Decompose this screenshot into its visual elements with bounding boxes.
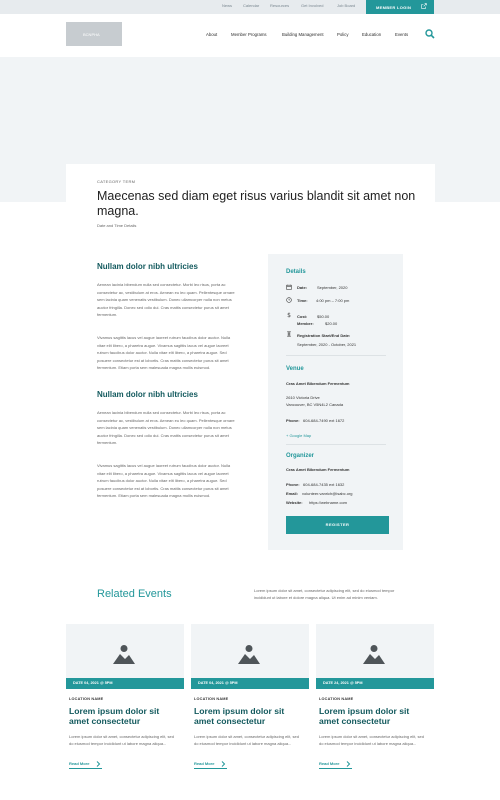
organizer-name: Cras Amet Bibendum Fermentum (286, 467, 350, 472)
image-placeholder-icon (113, 644, 135, 664)
hourglass-icon (286, 331, 292, 337)
organizer-phone: 604-684-7435 ext 1632 (303, 482, 345, 487)
time-label: Time: (297, 298, 308, 303)
organizer-website-label: Website: (286, 500, 303, 505)
event-description: Lorem ipsum dolor sit amet, consectetur adipiscing elit, sed do eiusmod tempor incididunt ut labore magna aliqua... (69, 734, 174, 746)
registration-label: Registration Start/End Date: (297, 333, 351, 338)
category-term[interactable]: CATEGORY TERM (97, 179, 136, 184)
logo-text: BCNPHA (83, 32, 100, 37)
nav-events[interactable]: Events (395, 32, 409, 37)
nav-education[interactable]: Education (362, 32, 382, 37)
calendar-icon (286, 284, 292, 290)
member-value: $20.00 (325, 321, 338, 326)
utility-link-news[interactable]: News (222, 3, 233, 8)
image-placeholder-icon (363, 644, 385, 664)
site-logo[interactable] (66, 22, 122, 46)
venue-address-line1: 2610 Victoria Drive (286, 395, 320, 400)
time-value: 4:00 pm – 7:00 pm (316, 298, 350, 303)
venue-address-line2: Vancouver, BC V5N4L2 Canada (286, 402, 344, 407)
chevron-right-icon (96, 761, 101, 767)
section-heading: Nullam dolor nibh ultricies (97, 390, 198, 399)
venue-heading: Venue (286, 366, 304, 372)
details-heading: Details (286, 269, 306, 275)
member-label: Member: (297, 321, 314, 326)
organizer-website[interactable]: https://webname.com (309, 500, 348, 505)
body-paragraph: Aenean lacinia bibendum nulla sed consectetur. Morbi leo risus, porta ac consectetur ac, vestibulum at eros. Aenean eu leo quam. Pellentesque ornare sem lacinia quam venenatis vestibulum. Donec ullamcorper nulla non metus auctor fringilla. Donec sed odio dui. Cras mattis consectetur purus sit amet fermentum. (97, 282, 235, 318)
utility-link-resources[interactable]: Resources (270, 3, 290, 8)
event-title: Maecenas sed diam eget risus varius blandit sit amet non magna. (97, 189, 416, 218)
chevron-right-icon (221, 761, 226, 767)
event-location: LOCATION NAME (319, 697, 354, 701)
venue-name: Cras Amet Bibendum Fermentum (286, 381, 350, 386)
organizer-email[interactable]: volunteer.vanrich@isabc.org (302, 491, 353, 496)
clock-icon (286, 297, 292, 303)
date-time-details: Date and Time Details (97, 223, 137, 228)
venue-phone: 604-684-7490 ext 1672 (303, 418, 345, 423)
dollar-icon (286, 312, 292, 318)
cost-value: $50.00 (317, 314, 330, 319)
event-description: Lorem ipsum dolor sit amet, consectetur adipiscing elit, sed do eiusmod tempor incididunt ut labore magna aliqua... (194, 734, 299, 746)
registration-value: September, 2020 - October, 2021 (297, 342, 357, 347)
event-title[interactable]: Lorem ipsum dolor sit amet consectetur (319, 706, 410, 726)
sidebar-divider (286, 355, 386, 356)
event-location: LOCATION NAME (194, 697, 229, 701)
event-date-badge: DATE 04, 2021 @ 5PM (191, 678, 309, 689)
body-paragraph: Aenean lacinia bibendum nulla sed consectetur. Morbi leo risus, porta ac consectetur ac, vestibulum at eros. Aenean eu leo quam. Pellentesque ornare sem lacinia quam venenatis vestibulum. Donec ullamcorper nulla non metus auctor fringilla. Donec sed odio dui. Cras mattis consectetur purus sit amet fermentum. (97, 410, 235, 446)
event-date-badge: DATE 24, 2021 @ 5PM (316, 678, 434, 689)
utility-link-get-involved[interactable]: Get Involved (301, 3, 324, 8)
nav-building-management[interactable]: Building Management (282, 32, 324, 37)
section-heading: Nullam dolor nibh ultricies (97, 262, 198, 271)
read-more-underline (69, 768, 102, 769)
organizer-phone-label: Phone: (286, 482, 300, 487)
organizer-email-label: Email: (286, 491, 299, 496)
date-label: Date: (297, 285, 308, 290)
read-more-underline (319, 768, 352, 769)
external-link-icon (421, 3, 427, 9)
nav-about[interactable]: About (206, 32, 218, 37)
member-login-button[interactable] (366, 0, 434, 14)
svg-text:$: $ (287, 312, 291, 318)
event-date-badge: DATE 04, 2021 @ 5PM (66, 678, 184, 689)
read-more-link[interactable]: Read More (69, 761, 90, 766)
search-icon[interactable] (425, 29, 435, 39)
event-location: LOCATION NAME (69, 697, 104, 701)
body-paragraph: Vivamus sagittis lacus vel augue laoreet rutrum faucibus dolor auctor. Nulla vitae elit libero, a pharetra augue. Vivamus sagittis lacus vel augue laoreet rutrum faucibus dolor auctor. Nulla vitae elit libero, a pharetra augue. Sed posuere consectetur est at lobortis. Cras mattis consectetur purus sit amet fermentum. Etiam porta sem malesuada magna mollis euismod. (97, 335, 231, 371)
read-more-link[interactable]: Read More (319, 761, 340, 766)
nav-member-programs[interactable]: Member Programs (231, 32, 267, 37)
google-map-link[interactable]: + Google Map (286, 433, 312, 438)
nav-policy[interactable]: Policy (337, 32, 349, 37)
cost-label: Cost: (297, 314, 308, 319)
date-value: September, 2020 (317, 285, 348, 290)
related-events-description: Lorem ipsum dolor sit amet, consectetur adipiscing elit, sed do eiusmod tempor incididunt ut labore et dolore magna aliqua. Ut enim ad minim veniam. (254, 588, 395, 600)
event-description: Lorem ipsum dolor sit amet, consectetur adipiscing elit, sed do eiusmod tempor incididunt ut labore magna aliqua... (319, 734, 424, 746)
event-title[interactable]: Lorem ipsum dolor sit amet consectetur (194, 706, 285, 726)
event-title[interactable]: Lorem ipsum dolor sit amet consectetur (69, 706, 160, 726)
register-button[interactable]: REGISTER (286, 516, 389, 534)
related-events-title: Related Events (97, 588, 172, 600)
sidebar-divider (286, 444, 386, 445)
body-paragraph: Vivamus sagittis lacus vel augue laoreet rutrum faucibus dolor auctor. Nulla vitae elit libero, a pharetra augue. Vivamus sagittis lacus vel augue laoreet rutrum faucibus dolor auctor. Nulla vitae elit libero, a pharetra augue. Sed posuere consectetur est at lobortis. Cras mattis consectetur purus sit amet fermentum. Etiam porta sem malesuada magna mollis euismod. (97, 463, 231, 499)
chevron-right-icon (346, 761, 351, 767)
read-more-underline (194, 768, 227, 769)
utility-link-calendar[interactable]: Calendar (243, 3, 260, 8)
utility-link-job-board[interactable]: Job Board (337, 3, 356, 8)
read-more-link[interactable]: Read More (194, 761, 215, 766)
venue-phone-label: Phone: (286, 418, 300, 423)
member-login-label: MEMBER LOGIN (376, 5, 412, 10)
organizer-heading: Organizer (286, 453, 315, 459)
image-placeholder-icon (238, 644, 260, 664)
